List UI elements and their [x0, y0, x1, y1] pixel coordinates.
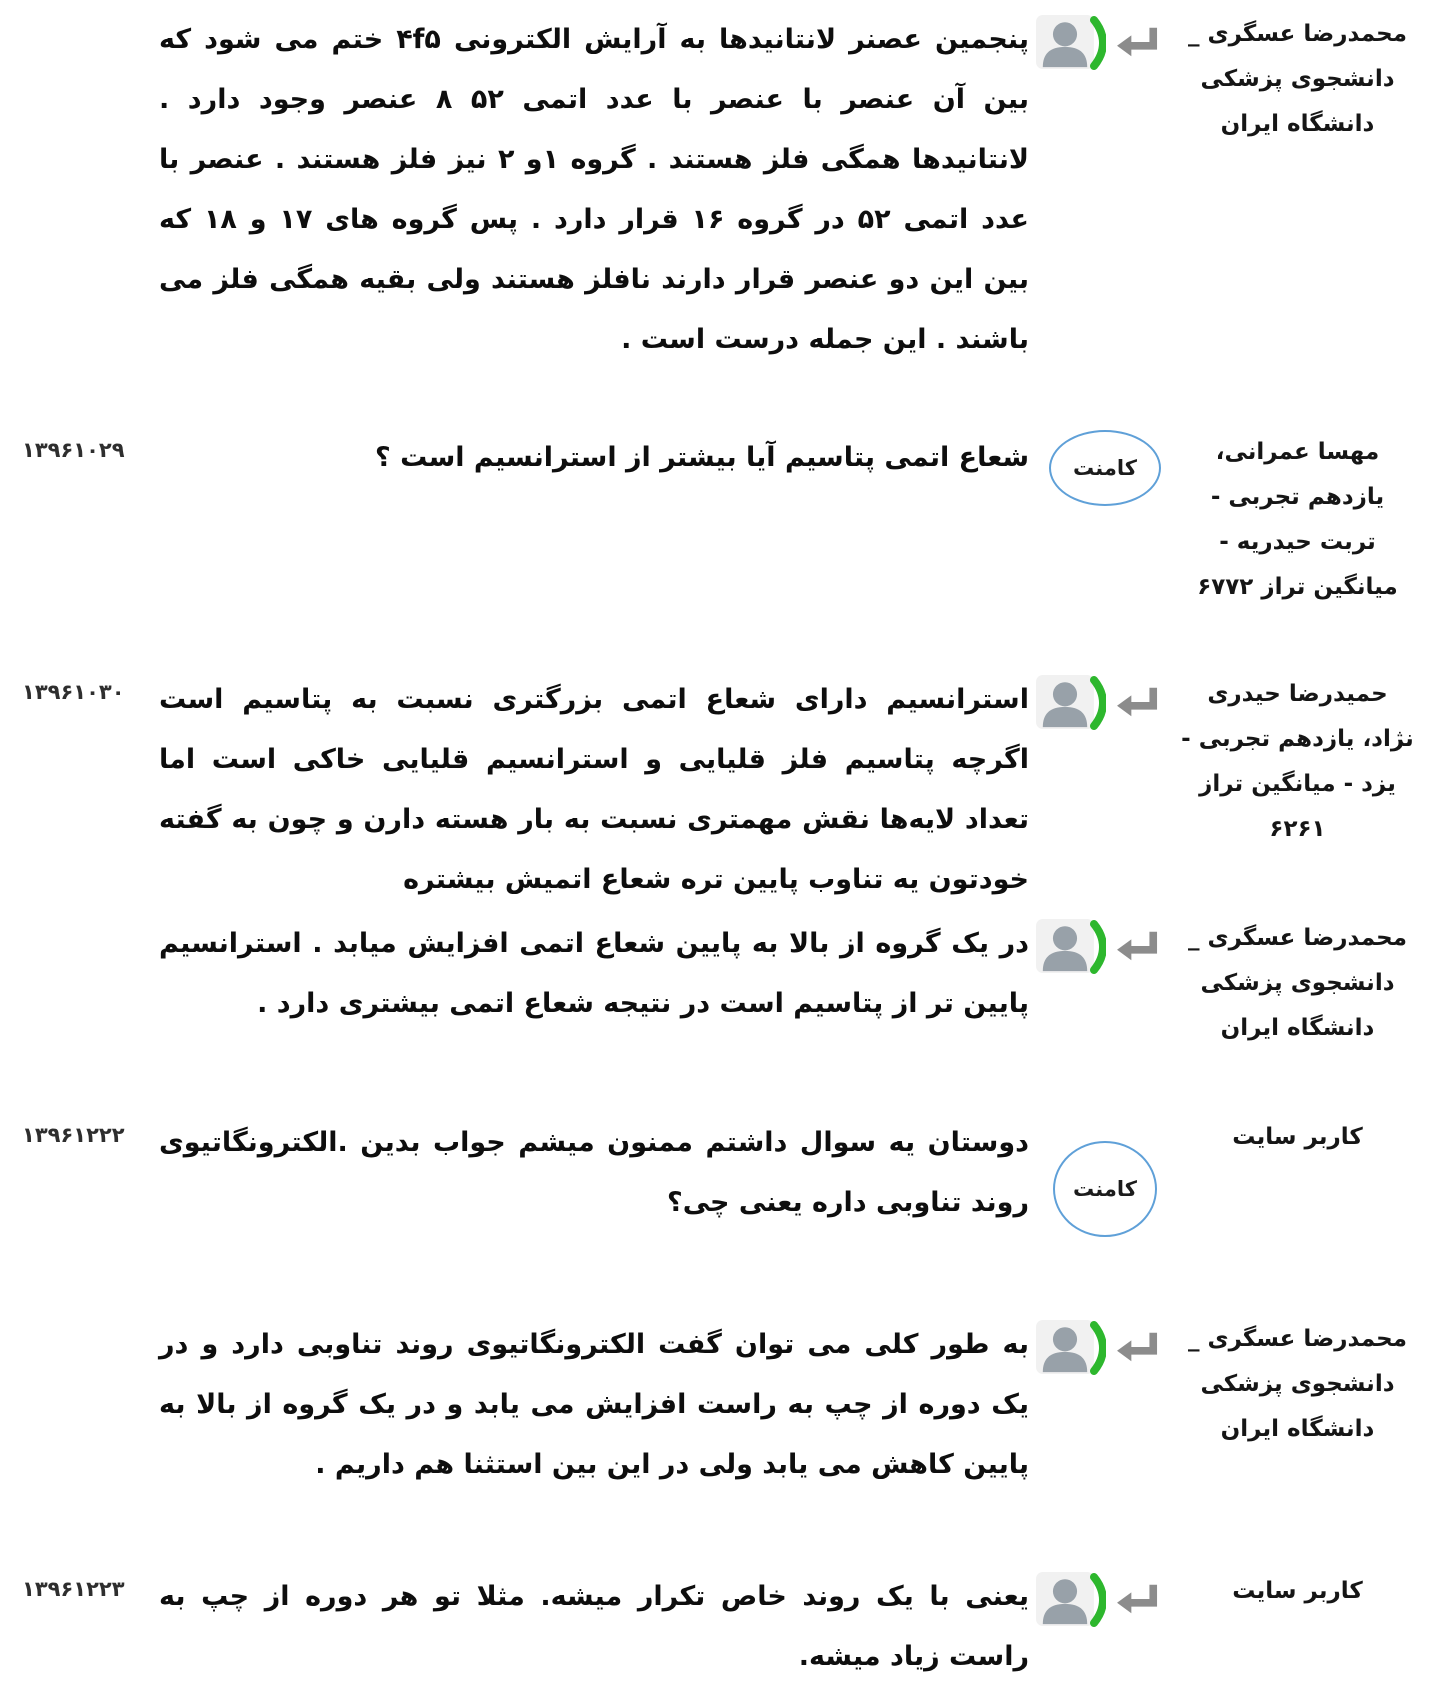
comment-markers — [1035, 428, 1175, 506]
comment-markers — [1035, 10, 1175, 70]
comment-author: حمیدرضا حیدری نژاد، یازدهم تجربی - یزد - میانگین تراز ۶۲۶۱ — [1181, 681, 1414, 842]
comment-date — [12, 914, 147, 924]
reply-arrow-icon[interactable] — [1116, 926, 1160, 966]
comment-author: کاربر سایت — [1232, 1124, 1363, 1150]
avatar-icon — [1035, 14, 1095, 70]
avatar-icon — [1035, 918, 1095, 974]
comment-date — [12, 1315, 147, 1325]
comment-date: ۱۳۹۶۱۰۲۹ — [22, 438, 125, 462]
comment-date — [12, 10, 147, 20]
comment-text: استرانسیم دارای شعاع اتمی بزرگتری نسبت به پتاسیم است اگرچه پتاسیم فلز قلیایی و استرانسیم قلیایی خاکی است اما تعداد لایه‌ها نقش مهمتری نسبت به بار هسته دارن و چون به گفته خودتون یه تناوب پایین تره شعاع اتمیش بیشتره — [159, 684, 1029, 895]
comment-markers — [1035, 914, 1175, 974]
comment-row — [12, 428, 1420, 610]
comment-date: ۱۳۹۶۱۰۳۰ — [22, 680, 125, 704]
comment-row — [12, 670, 1420, 910]
comment-text: پنجمین عصنر لانتانیدها به آرایش الکترونی ۴f۵ ختم می شود که بین آن عنصر با عنصر با عدد اتمی ۵۲ ۸ عنصر وجود دارد . لانتانیدها همگی فلز هستند . گروه ۱و ۲ نیز فلز هستند . عنصر با عدد اتمی ۵۲ در گروه ۱۶ قرار دارد . پس گروه های ۱۷ و ۱۸ که بین این دو عنصر قرار دارند نافلز هستند ولی بقیه همگی فلز می باشند . این جمله درست است . — [159, 24, 1030, 355]
comment-text: یعنی با یک روند خاص تکرار میشه. مثلا تو هر دوره از چپ به راست زیاد میشه. — [159, 1581, 1029, 1672]
comment-author: محمدرضا عسگری _ دانشجوی پزشکی دانشگاه ایران — [1187, 21, 1408, 137]
comment-badge[interactable]: کامنت — [1053, 1141, 1157, 1237]
comment-row — [12, 1567, 1420, 1687]
reply-arrow-icon[interactable] — [1116, 682, 1160, 722]
green-bracket-icon — [1090, 1573, 1106, 1627]
comments-thread — [12, 10, 1420, 1687]
reply-arrow-icon[interactable] — [1116, 1579, 1160, 1619]
comment-date: ۱۳۹۶۱۲۲۲ — [22, 1123, 125, 1147]
comment-author: محمدرضا عسگری _ دانشجوی پزشکی دانشگاه ایران — [1187, 1326, 1408, 1442]
reply-arrow-icon[interactable] — [1116, 1327, 1160, 1367]
comment-markers — [1035, 670, 1175, 730]
green-bracket-icon — [1090, 1321, 1106, 1375]
avatar-icon — [1035, 1571, 1095, 1627]
comment-text: در یک گروه از بالا به پایین شعاع اتمی افزایش میابد . استرانسیم پایین تر از پتاسیم است در نتیجه شعاع اتمی بیشتری دارد . — [159, 928, 1029, 1019]
comment-badge[interactable]: کامنت — [1049, 430, 1161, 506]
green-bracket-icon — [1090, 920, 1106, 974]
comment-row — [12, 1113, 1420, 1237]
comment-text: به طور کلی می توان گفت الکترونگاتیوی روند تناوبی دارد و در یک دوره از چپ به راست افزایش می یابد و در یک گروه از بالا به پایین کاهش می یابد ولی در این بین استثنا هم داریم . — [159, 1329, 1029, 1480]
comment-row — [12, 914, 1420, 1051]
comment-row — [12, 10, 1420, 370]
avatar-icon — [1035, 1319, 1095, 1375]
comment-author: مهسا عمرانی، یازدهم تجربی - تربت حیدریه - میانگین تراز ۶۷۷۲ — [1197, 439, 1398, 600]
comment-text: دوستان یه سوال داشتم ممنون میشم جواب بدین .الکترونگاتیوی روند تناوبی داره یعنی چی؟ — [159, 1127, 1029, 1218]
green-bracket-icon — [1090, 676, 1106, 730]
comment-markers — [1035, 1113, 1175, 1237]
avatar-icon — [1035, 674, 1095, 730]
green-bracket-icon — [1090, 16, 1106, 70]
comment-markers — [1035, 1567, 1175, 1627]
comment-row — [12, 1315, 1420, 1495]
comment-text: شعاع اتمی پتاسیم آیا بیشتر از استرانسیم است ؟ — [375, 442, 1029, 473]
comment-date: ۱۳۹۶۱۲۲۳ — [22, 1577, 125, 1601]
comment-author: محمدرضا عسگری _ دانشجوی پزشکی دانشگاه ایران — [1187, 925, 1408, 1041]
reply-arrow-icon[interactable] — [1116, 22, 1160, 62]
comment-markers — [1035, 1315, 1175, 1375]
comment-author: کاربر سایت — [1232, 1578, 1363, 1604]
